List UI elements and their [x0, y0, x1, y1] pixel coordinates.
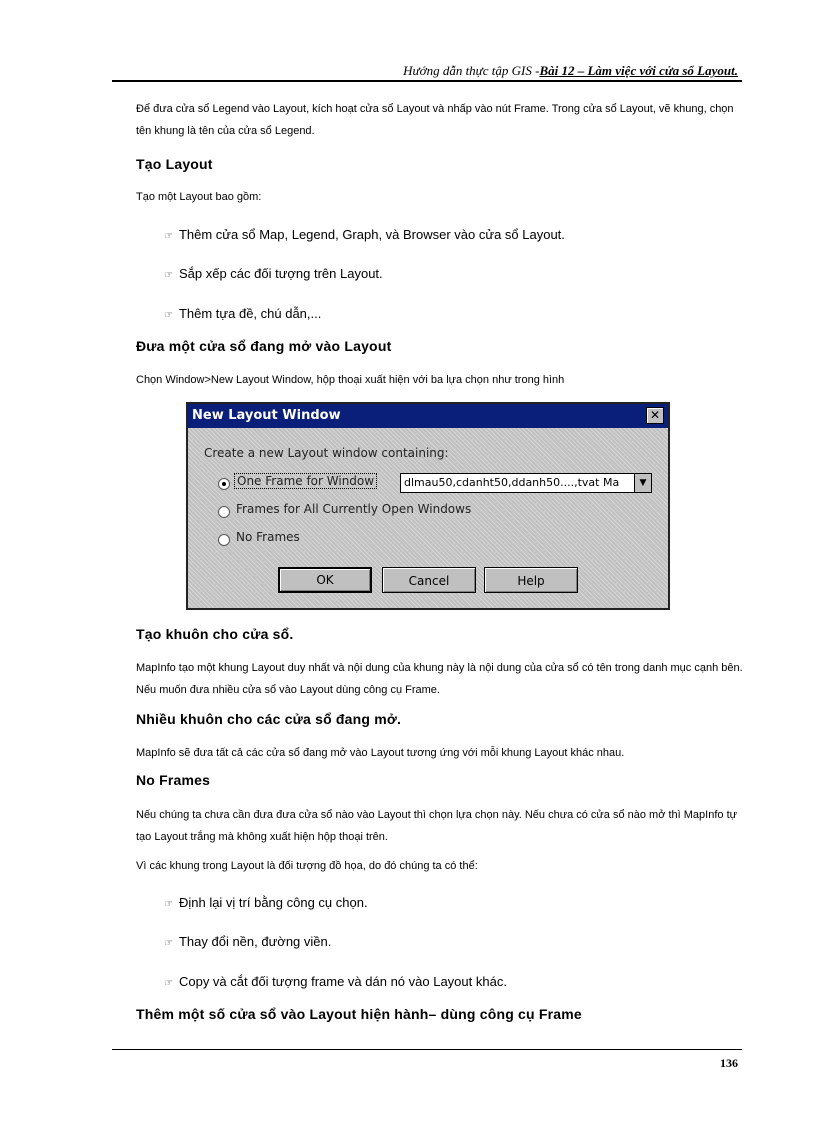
dialog-prompt: Create a new Layout window containing:	[204, 446, 449, 460]
header-chapter: Bài 12 – Làm việc với cửa sổ Layout.	[539, 63, 738, 78]
ok-button[interactable]: OK	[278, 567, 372, 593]
nhieu-khuon-text: MapInfo sẽ đưa tất cả các cửa sổ đang mở vào Layout tương ứng với mỗi khung Layout khác nhau.	[136, 747, 625, 759]
pointing-hand-icon: ☞	[164, 310, 173, 321]
bullet-item	[164, 266, 383, 281]
intro-paragraph: Để đưa cửa sổ Legend vào Layout, kích hoạt cửa sổ Layout và nhấp vào nút Frame. Trong cửa sổ Layout, vẽ khung, chọn tên khung là tên của cửa sổ Legend.	[136, 103, 734, 137]
cancel-button[interactable]: Cancel	[382, 567, 476, 593]
dialog-titlebar[interactable]	[188, 404, 668, 428]
pointing-hand-icon: ☞	[164, 270, 173, 281]
pointing-hand-icon: ☞	[164, 231, 173, 242]
heading-tao-khuon: Tạo khuôn cho cửa sổ.	[136, 626, 294, 642]
bullet-item	[164, 974, 507, 989]
no-frames-text: Nếu chúng ta chưa cần đưa đưa cửa sổ nào vào Layout thì chọn lựa chọn này. Nếu chưa có cửa sổ nào mở thì MapInfo tự tạo Layout trắng mà không xuất hiện hộp thoại trên.	[136, 809, 737, 843]
window-select[interactable]	[400, 473, 652, 493]
no-frames-text2: Vì các khung trong Layout là đối tượng đồ họa, do đó chúng ta có thể:	[136, 860, 478, 872]
heading-dua-cua-so: Đưa một cửa sổ đang mở vào Layout	[136, 338, 392, 354]
heading-no-frames: No Frames	[136, 772, 211, 788]
pointing-hand-icon: ☞	[164, 899, 173, 910]
heading-them-cua-so: Thêm một số cửa sổ vào Layout hiện hành– dùng công cụ Frame	[136, 1006, 582, 1022]
bullet-item	[164, 934, 331, 949]
bullet-item	[164, 895, 368, 910]
dropdown-arrow-icon[interactable]: ▼	[634, 474, 651, 492]
radio-one-frame[interactable]	[218, 478, 230, 490]
page-number: 136	[720, 1056, 738, 1070]
header-prefix: Hướng dẫn thực tập GIS -	[403, 63, 540, 78]
bullet-item	[164, 227, 565, 242]
bullet-text: Copy và cắt đối tượng frame và dán nó vào Layout khác.	[178, 974, 507, 989]
header-text	[403, 63, 738, 79]
dialog-title: New Layout Window	[192, 408, 341, 423]
pointing-hand-icon: ☞	[164, 978, 173, 989]
option-one-frame[interactable]	[234, 474, 377, 488]
close-icon[interactable]: ✕	[646, 407, 664, 424]
tao-khuon-text: MapInfo tạo một khung Layout duy nhất và nội dung của khung này là nội dung của cửa sổ có tên trong danh mục cạnh bên. Nếu muốn đưa nhiều cửa sổ vào Layout dùng công cụ Frame.	[136, 662, 743, 696]
bullet-item	[164, 306, 321, 321]
bullet-text: Sắp xếp các đối tượng trên Layout.	[178, 266, 383, 281]
bullet-text: Thêm tựa đề, chú dẫn,...	[178, 306, 322, 321]
bullet-text: Định lại vị trí bằng công cụ chọn.	[178, 895, 368, 910]
radio-frames-all[interactable]	[218, 506, 230, 518]
bullet-text: Thêm cửa sổ Map, Legend, Graph, và Browser vào cửa sổ Layout.	[178, 227, 565, 242]
tao-layout-text: Tạo một Layout bao gồm:	[136, 191, 262, 203]
heading-tao-layout: Tạo Layout	[136, 156, 213, 172]
option-no-frames[interactable]: No Frames	[236, 530, 300, 544]
option-frames-all[interactable]: Frames for All Currently Open Windows	[236, 502, 472, 516]
new-layout-window-dialog	[186, 402, 670, 610]
pointing-hand-icon: ☞	[164, 938, 173, 949]
help-button[interactable]: Help	[484, 567, 578, 593]
page-header	[112, 62, 742, 82]
option-label: One Frame for Window	[234, 473, 377, 489]
bullet-text: Thay đổi nền, đường viền.	[178, 934, 332, 949]
heading-nhieu-khuon: Nhiều khuôn cho các cửa sổ đang mở.	[136, 711, 402, 727]
window-select-value: dlmau50,cdanht50,ddanh50....,tvat Ma	[404, 476, 620, 489]
footer-divider	[112, 1049, 742, 1050]
dua-cua-so-text: Chọn Window>New Layout Window, hộp thoại xuất hiện với ba lựa chọn như trong hình	[136, 374, 565, 386]
radio-no-frames[interactable]	[218, 534, 230, 546]
